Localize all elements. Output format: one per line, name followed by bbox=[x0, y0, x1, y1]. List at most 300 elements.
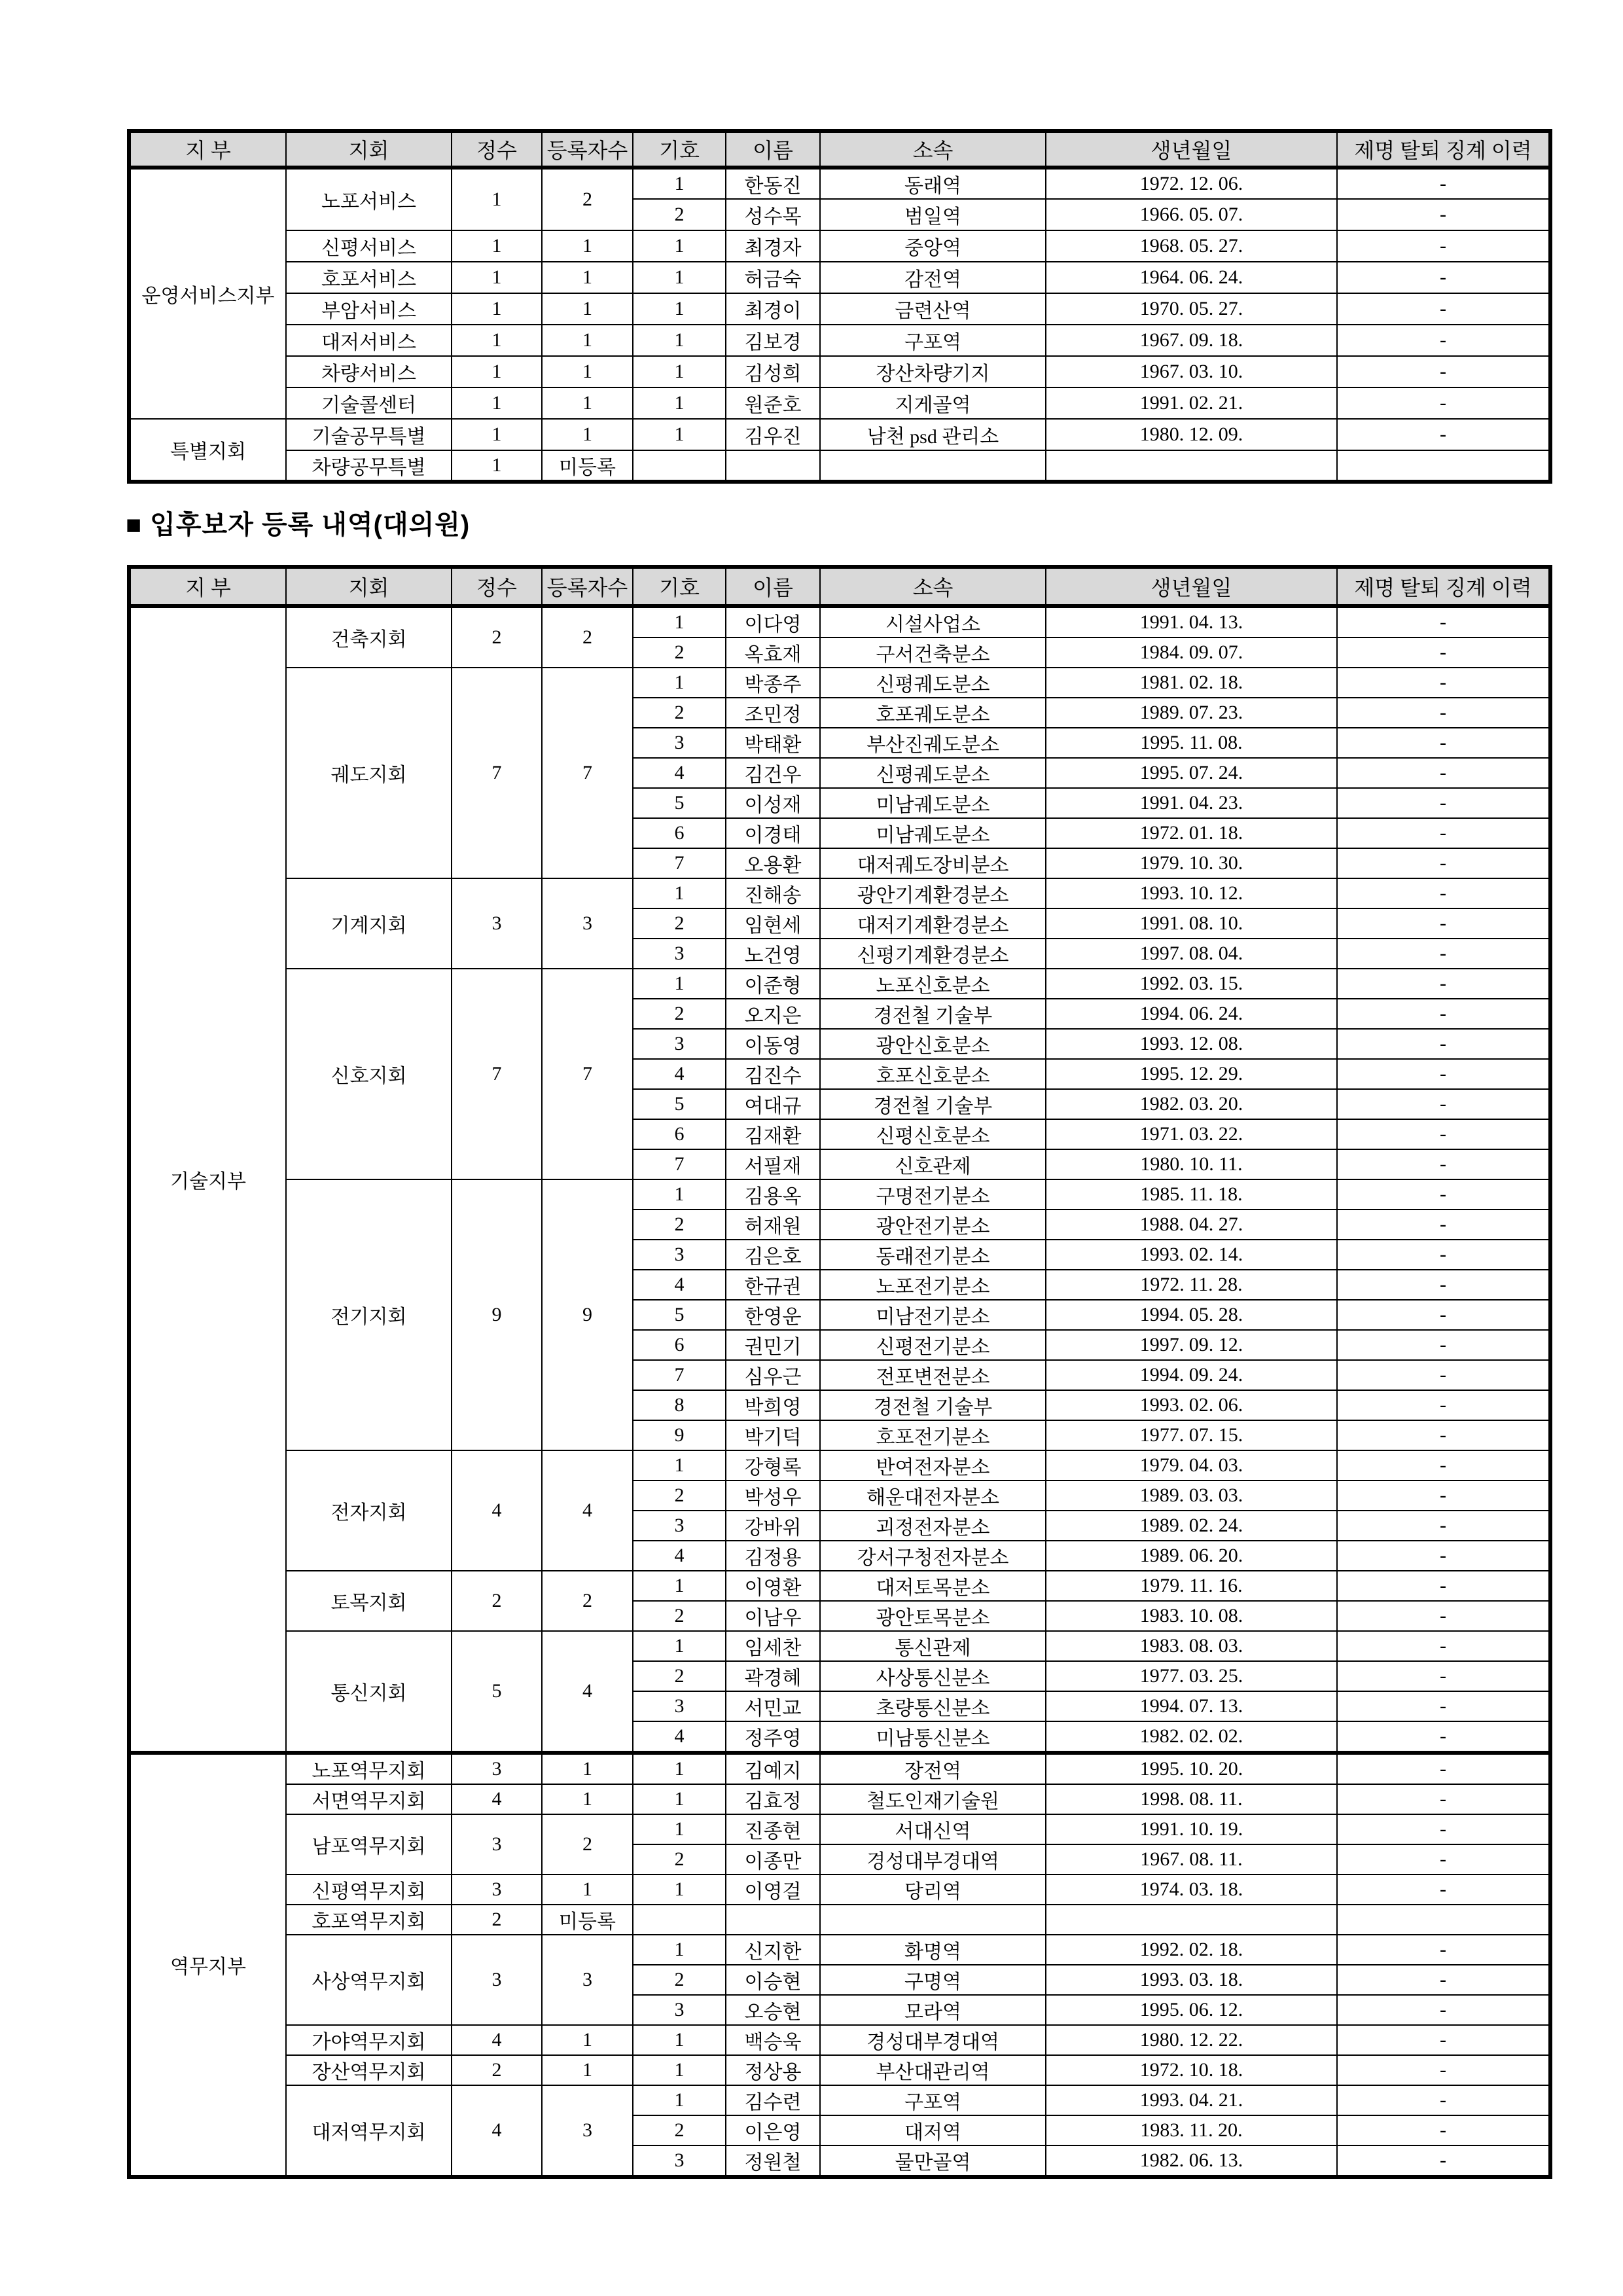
table-row bbox=[129, 1874, 1550, 1905]
cell-quota: 1 bbox=[452, 356, 542, 387]
cell-birth-date: 1993. 10. 12. bbox=[1046, 878, 1337, 908]
cell-affiliation: 반여전자분소 bbox=[820, 1450, 1046, 1480]
cell-disciplinary-history: - bbox=[1337, 387, 1550, 419]
cell-disciplinary-history: - bbox=[1337, 1330, 1550, 1360]
cell-name: 임현세 bbox=[726, 908, 820, 939]
cell-ballot-no: 1 bbox=[633, 2085, 726, 2115]
cell-birth-date: 1981. 02. 18. bbox=[1046, 668, 1337, 698]
cell-quota: 1 bbox=[452, 450, 542, 482]
cell-chapter: 건축지회 bbox=[286, 606, 452, 668]
table-row bbox=[129, 2055, 1550, 2085]
cell-quota: 1 bbox=[452, 293, 542, 325]
cell-affiliation: 동래전기분소 bbox=[820, 1240, 1046, 1270]
cell-affiliation: 미남궤도분소 bbox=[820, 818, 1046, 848]
cell-chapter: 장산역무지회 bbox=[286, 2055, 452, 2085]
cell-birth-date: 1989. 03. 03. bbox=[1046, 1480, 1337, 1511]
cell-name: 최경자 bbox=[726, 230, 820, 262]
cell-affiliation: 감전역 bbox=[820, 262, 1046, 293]
cell-birth-date: 1989. 07. 23. bbox=[1046, 698, 1337, 728]
cell-birth-date: 1991. 04. 23. bbox=[1046, 788, 1337, 818]
cell-registered-count: 1 bbox=[542, 230, 633, 262]
cell-chapter: 신평서비스 bbox=[286, 230, 452, 262]
header-branch: 지 부 bbox=[129, 567, 286, 606]
cell-ballot-no: 1 bbox=[633, 356, 726, 387]
cell-disciplinary-history: - bbox=[1337, 1661, 1550, 1691]
cell-affiliation: 미남전기분소 bbox=[820, 1300, 1046, 1330]
cell-birth-date: 1967. 09. 18. bbox=[1046, 325, 1337, 356]
cell-name: 김진수 bbox=[726, 1059, 820, 1089]
cell-name: 이영환 bbox=[726, 1571, 820, 1601]
cell-name: 김재환 bbox=[726, 1119, 820, 1149]
cell-birth-date: 1966. 05. 07. bbox=[1046, 199, 1337, 230]
cell-birth-date: 1994. 09. 24. bbox=[1046, 1360, 1337, 1390]
table-row bbox=[129, 387, 1550, 419]
header-disciplinary-history: 제명 탈퇴 징계 이력 bbox=[1337, 567, 1550, 606]
cell-name: 김보경 bbox=[726, 325, 820, 356]
cell-disciplinary-history: - bbox=[1337, 668, 1550, 698]
cell-affiliation: 통신관제 bbox=[820, 1631, 1046, 1661]
cell-birth-date: 1993. 03. 18. bbox=[1046, 1965, 1337, 1995]
cell-birth-date: 1998. 08. 11. bbox=[1046, 1784, 1337, 1814]
cell-birth-date: 1991. 02. 21. bbox=[1046, 387, 1337, 419]
cell-quota: 3 bbox=[452, 1874, 542, 1905]
cell-disciplinary-history: - bbox=[1337, 878, 1550, 908]
cell-chapter: 신호지회 bbox=[286, 969, 452, 1179]
cell-ballot-no: 2 bbox=[633, 1661, 726, 1691]
cell-ballot-no: 1 bbox=[633, 878, 726, 908]
cell-affiliation: 광안신호분소 bbox=[820, 1029, 1046, 1059]
cell-name: 김예지 bbox=[726, 1753, 820, 1784]
cell-ballot-no: 1 bbox=[633, 668, 726, 698]
cell-quota: 3 bbox=[452, 1814, 542, 1874]
cell-birth-date: 1970. 05. 27. bbox=[1046, 293, 1337, 325]
header-ballot-no: 기호 bbox=[633, 567, 726, 606]
cell-ballot-no: 1 bbox=[633, 1179, 726, 1210]
cell-ballot-no: 1 bbox=[633, 1874, 726, 1905]
cell-birth-date: 1991. 08. 10. bbox=[1046, 908, 1337, 939]
cell-affiliation: 광안전기분소 bbox=[820, 1210, 1046, 1240]
cell-ballot-no: 4 bbox=[633, 1541, 726, 1571]
cell-birth-date: 1979. 04. 03. bbox=[1046, 1450, 1337, 1480]
cell-disciplinary-history: - bbox=[1337, 1360, 1550, 1390]
cell-registered-count: 7 bbox=[542, 969, 633, 1179]
table-row bbox=[129, 419, 1550, 450]
cell-disciplinary-history: - bbox=[1337, 758, 1550, 788]
cell-birth-date: 1972. 10. 18. bbox=[1046, 2055, 1337, 2085]
cell-birth-date: 1984. 09. 07. bbox=[1046, 637, 1337, 668]
cell-name: 성수목 bbox=[726, 199, 820, 230]
cell-chapter: 노포역무지회 bbox=[286, 1753, 452, 1784]
cell-chapter: 통신지회 bbox=[286, 1631, 452, 1753]
cell-disciplinary-history: - bbox=[1337, 1149, 1550, 1179]
cell-birth-date: 1993. 12. 08. bbox=[1046, 1029, 1337, 1059]
cell-birth-date: 1995. 12. 29. bbox=[1046, 1059, 1337, 1089]
cell-birth-date: 1982. 06. 13. bbox=[1046, 2145, 1337, 2177]
cell-disciplinary-history: - bbox=[1337, 1995, 1550, 2025]
cell-ballot-no: 1 bbox=[633, 2025, 726, 2055]
cell-registered-count: 1 bbox=[542, 387, 633, 419]
registration-table-delegates bbox=[127, 565, 1552, 2179]
cell-affiliation: 경전철 기술부 bbox=[820, 999, 1046, 1029]
cell-name: 권민기 bbox=[726, 1330, 820, 1360]
cell-chapter: 차량공무특별 bbox=[286, 450, 452, 482]
cell-affiliation: 서대신역 bbox=[820, 1814, 1046, 1844]
cell-name: 정상용 bbox=[726, 2055, 820, 2085]
cell-affiliation: 광안토목분소 bbox=[820, 1601, 1046, 1631]
cell-affiliation: 모라역 bbox=[820, 1995, 1046, 2025]
cell-disciplinary-history: - bbox=[1337, 293, 1550, 325]
cell-name: 이영걸 bbox=[726, 1874, 820, 1905]
cell-name: 허금숙 bbox=[726, 262, 820, 293]
table-row bbox=[129, 2025, 1550, 2055]
cell-disciplinary-history: - bbox=[1337, 1511, 1550, 1541]
header-name: 이름 bbox=[726, 567, 820, 606]
cell-birth-date: 1967. 03. 10. bbox=[1046, 356, 1337, 387]
cell-name: 곽경혜 bbox=[726, 1661, 820, 1691]
cell-name: 허재원 bbox=[726, 1210, 820, 1240]
cell-ballot-no: 1 bbox=[633, 293, 726, 325]
cell-affiliation: 물만골역 bbox=[820, 2145, 1046, 2177]
cell-name: 진해송 bbox=[726, 878, 820, 908]
cell-registered-count: 1 bbox=[542, 2055, 633, 2085]
cell-chapter: 남포역무지회 bbox=[286, 1814, 452, 1874]
header-branch: 지 부 bbox=[129, 131, 286, 168]
table-row bbox=[129, 262, 1550, 293]
cell-ballot-no: 2 bbox=[633, 1844, 726, 1874]
cell-disciplinary-history: - bbox=[1337, 1844, 1550, 1874]
cell-ballot-no: 1 bbox=[633, 606, 726, 637]
cell-affiliation: 신평궤도분소 bbox=[820, 668, 1046, 698]
cell-registered-count: 2 bbox=[542, 168, 633, 230]
cell-branch: 특별지회 bbox=[129, 419, 286, 482]
table-row bbox=[129, 1935, 1550, 1965]
cell-registered-count: 2 bbox=[542, 1814, 633, 1874]
header-birth-date: 생년월일 bbox=[1046, 131, 1337, 168]
cell-affiliation: 미남궤도분소 bbox=[820, 788, 1046, 818]
cell-birth-date: 1995. 07. 24. bbox=[1046, 758, 1337, 788]
cell-name: 신지한 bbox=[726, 1935, 820, 1965]
cell-name: 오용환 bbox=[726, 848, 820, 878]
cell-name: 이은영 bbox=[726, 2115, 820, 2145]
cell-quota: 1 bbox=[452, 168, 542, 230]
cell-name: 이남우 bbox=[726, 1601, 820, 1631]
cell-quota: 1 bbox=[452, 419, 542, 450]
cell-quota: 4 bbox=[452, 2085, 542, 2177]
cell-ballot-no: 2 bbox=[633, 1210, 726, 1240]
cell-disciplinary-history: - bbox=[1337, 356, 1550, 387]
table-row bbox=[129, 606, 1550, 637]
cell-ballot-no: 5 bbox=[633, 788, 726, 818]
header-row bbox=[129, 131, 1550, 168]
cell-quota: 3 bbox=[452, 1935, 542, 2025]
section-title: ■ 입후보자 등록 내역(대의원) bbox=[126, 511, 471, 539]
cell-ballot-no: 1 bbox=[633, 1450, 726, 1480]
cell-chapter: 기계지회 bbox=[286, 878, 452, 969]
cell-chapter: 대저역무지회 bbox=[286, 2085, 452, 2177]
cell-birth-date: 1992. 02. 18. bbox=[1046, 1935, 1337, 1965]
cell-disciplinary-history: - bbox=[1337, 1721, 1550, 1753]
cell-disciplinary-history: - bbox=[1337, 1784, 1550, 1814]
cell-birth-date: 1979. 11. 16. bbox=[1046, 1571, 1337, 1601]
cell-chapter: 부암서비스 bbox=[286, 293, 452, 325]
cell-branch: 운영서비스지부 bbox=[129, 168, 286, 419]
cell-ballot-no: 4 bbox=[633, 758, 726, 788]
cell-birth-date: 1994. 05. 28. bbox=[1046, 1300, 1337, 1330]
table-row bbox=[129, 878, 1550, 908]
cell-ballot-no: 1 bbox=[633, 1814, 726, 1844]
cell-disciplinary-history: - bbox=[1337, 199, 1550, 230]
cell-affiliation: 장전역 bbox=[820, 1753, 1046, 1784]
cell-ballot-no bbox=[633, 450, 726, 482]
cell-name: 임세찬 bbox=[726, 1631, 820, 1661]
header-quota: 정수 bbox=[452, 567, 542, 606]
cell-affiliation bbox=[820, 450, 1046, 482]
cell-registered-count: 1 bbox=[542, 325, 633, 356]
cell-name: 이성재 bbox=[726, 788, 820, 818]
cell-chapter: 궤도지회 bbox=[286, 668, 452, 878]
cell-registered-count: 1 bbox=[542, 1874, 633, 1905]
cell-ballot-no: 2 bbox=[633, 1965, 726, 1995]
cell-disciplinary-history: - bbox=[1337, 999, 1550, 1029]
cell-birth-date: 1972. 12. 06. bbox=[1046, 168, 1337, 199]
cell-ballot-no: 3 bbox=[633, 2145, 726, 2177]
cell-birth-date: 1997. 09. 12. bbox=[1046, 1330, 1337, 1360]
cell-disciplinary-history: - bbox=[1337, 168, 1550, 199]
cell-ballot-no bbox=[633, 1905, 726, 1935]
cell-disciplinary-history: - bbox=[1337, 1300, 1550, 1330]
cell-ballot-no: 3 bbox=[633, 1995, 726, 2025]
table-row bbox=[129, 325, 1550, 356]
cell-ballot-no: 2 bbox=[633, 199, 726, 230]
cell-ballot-no: 1 bbox=[633, 262, 726, 293]
cell-birth-date: 1980. 12. 09. bbox=[1046, 419, 1337, 450]
cell-name: 한영운 bbox=[726, 1300, 820, 1330]
cell-birth-date: 1997. 08. 04. bbox=[1046, 939, 1337, 969]
cell-ballot-no: 1 bbox=[633, 419, 726, 450]
cell-name: 이다영 bbox=[726, 606, 820, 637]
cell-ballot-no: 6 bbox=[633, 1330, 726, 1360]
cell-ballot-no: 1 bbox=[633, 325, 726, 356]
cell-name: 최경이 bbox=[726, 293, 820, 325]
cell-disciplinary-history: - bbox=[1337, 1541, 1550, 1571]
cell-name: 김건우 bbox=[726, 758, 820, 788]
cell-affiliation: 구포역 bbox=[820, 2085, 1046, 2115]
cell-chapter: 차량서비스 bbox=[286, 356, 452, 387]
cell-name: 옥효재 bbox=[726, 637, 820, 668]
cell-disciplinary-history: - bbox=[1337, 1210, 1550, 1240]
cell-registered-count: 9 bbox=[542, 1179, 633, 1450]
cell-birth-date bbox=[1046, 450, 1337, 482]
table-row bbox=[129, 1631, 1550, 1661]
cell-disciplinary-history: - bbox=[1337, 230, 1550, 262]
cell-name: 서민교 bbox=[726, 1691, 820, 1721]
cell-disciplinary-history: - bbox=[1337, 2025, 1550, 2055]
cell-name: 김정용 bbox=[726, 1541, 820, 1571]
cell-birth-date: 1983. 08. 03. bbox=[1046, 1631, 1337, 1661]
cell-name: 정주영 bbox=[726, 1721, 820, 1753]
cell-name: 이동영 bbox=[726, 1029, 820, 1059]
cell-ballot-no: 1 bbox=[633, 168, 726, 199]
cell-birth-date: 1968. 05. 27. bbox=[1046, 230, 1337, 262]
cell-disciplinary-history: - bbox=[1337, 1450, 1550, 1480]
cell-affiliation: 범일역 bbox=[820, 199, 1046, 230]
cell-ballot-no: 7 bbox=[633, 1149, 726, 1179]
header-affiliation: 소속 bbox=[820, 567, 1046, 606]
cell-affiliation: 대저역 bbox=[820, 2115, 1046, 2145]
cell-registered-count: 3 bbox=[542, 1935, 633, 2025]
cell-registered-count: 1 bbox=[542, 293, 633, 325]
cell-birth-date: 1977. 03. 25. bbox=[1046, 1661, 1337, 1691]
cell-affiliation: 미남통신분소 bbox=[820, 1721, 1046, 1753]
cell-birth-date: 1995. 11. 08. bbox=[1046, 728, 1337, 758]
cell-quota: 7 bbox=[452, 969, 542, 1179]
cell-quota: 2 bbox=[452, 606, 542, 668]
cell-disciplinary-history: - bbox=[1337, 1270, 1550, 1300]
cell-disciplinary-history: - bbox=[1337, 2115, 1550, 2145]
cell-ballot-no: 1 bbox=[633, 387, 726, 419]
cell-birth-date: 1983. 11. 20. bbox=[1046, 2115, 1337, 2145]
cell-name: 오지은 bbox=[726, 999, 820, 1029]
cell-name: 서필재 bbox=[726, 1149, 820, 1179]
cell-affiliation: 신평신호분소 bbox=[820, 1119, 1046, 1149]
cell-ballot-no: 3 bbox=[633, 939, 726, 969]
header-chapter: 지회 bbox=[286, 567, 452, 606]
cell-affiliation: 광안기계환경분소 bbox=[820, 878, 1046, 908]
cell-birth-date: 1994. 06. 24. bbox=[1046, 999, 1337, 1029]
cell-affiliation: 호포궤도분소 bbox=[820, 698, 1046, 728]
cell-registered-count: 1 bbox=[542, 419, 633, 450]
cell-birth-date: 1993. 02. 14. bbox=[1046, 1240, 1337, 1270]
cell-affiliation: 경전철 기술부 bbox=[820, 1089, 1046, 1119]
cell-affiliation: 강서구청전자분소 bbox=[820, 1541, 1046, 1571]
cell-affiliation: 구서건축분소 bbox=[820, 637, 1046, 668]
cell-quota: 4 bbox=[452, 1784, 542, 1814]
table-row bbox=[129, 1905, 1550, 1935]
cell-ballot-no: 3 bbox=[633, 1029, 726, 1059]
cell-disciplinary-history: - bbox=[1337, 637, 1550, 668]
cell-affiliation: 신평기계환경분소 bbox=[820, 939, 1046, 969]
cell-ballot-no: 2 bbox=[633, 1601, 726, 1631]
cell-affiliation: 괴정전자분소 bbox=[820, 1511, 1046, 1541]
cell-disciplinary-history: - bbox=[1337, 1420, 1550, 1450]
cell-disciplinary-history: - bbox=[1337, 1089, 1550, 1119]
cell-ballot-no: 4 bbox=[633, 1059, 726, 1089]
cell-name: 김효정 bbox=[726, 1784, 820, 1814]
cell-birth-date: 1972. 01. 18. bbox=[1046, 818, 1337, 848]
cell-birth-date: 1989. 02. 24. bbox=[1046, 1511, 1337, 1541]
cell-registered-count: 7 bbox=[542, 668, 633, 878]
cell-quota: 1 bbox=[452, 262, 542, 293]
cell-disciplinary-history: - bbox=[1337, 419, 1550, 450]
cell-disciplinary-history: - bbox=[1337, 908, 1550, 939]
cell-affiliation: 지게골역 bbox=[820, 387, 1046, 419]
cell-birth-date: 1991. 04. 13. bbox=[1046, 606, 1337, 637]
cell-chapter: 호포역무지회 bbox=[286, 1905, 452, 1935]
table-row bbox=[129, 668, 1550, 698]
cell-quota: 1 bbox=[452, 230, 542, 262]
table-row bbox=[129, 168, 1550, 199]
cell-name: 김용옥 bbox=[726, 1179, 820, 1210]
cell-chapter: 기술콜센터 bbox=[286, 387, 452, 419]
cell-birth-date: 1971. 03. 22. bbox=[1046, 1119, 1337, 1149]
cell-registered-count: 1 bbox=[542, 1784, 633, 1814]
cell-chapter: 가야역무지회 bbox=[286, 2025, 452, 2055]
cell-disciplinary-history: - bbox=[1337, 728, 1550, 758]
cell-name: 여대규 bbox=[726, 1089, 820, 1119]
cell-ballot-no: 3 bbox=[633, 728, 726, 758]
cell-affiliation: 경성대부경대역 bbox=[820, 2025, 1046, 2055]
cell-chapter: 전기지회 bbox=[286, 1179, 452, 1450]
cell-affiliation: 철도인재기술원 bbox=[820, 1784, 1046, 1814]
cell-quota: 9 bbox=[452, 1179, 542, 1450]
cell-disciplinary-history: - bbox=[1337, 1631, 1550, 1661]
cell-ballot-no: 6 bbox=[633, 1119, 726, 1149]
cell-affiliation: 남천 psd 관리소 bbox=[820, 419, 1046, 450]
registration-table-services bbox=[127, 129, 1552, 484]
cell-disciplinary-history: - bbox=[1337, 848, 1550, 878]
cell-ballot-no: 6 bbox=[633, 818, 726, 848]
cell-quota: 4 bbox=[452, 1450, 542, 1571]
cell-registered-count: 1 bbox=[542, 2025, 633, 2055]
cell-ballot-no: 2 bbox=[633, 999, 726, 1029]
cell-disciplinary-history: - bbox=[1337, 1935, 1550, 1965]
table-row bbox=[129, 1571, 1550, 1601]
cell-name: 정원철 bbox=[726, 2145, 820, 2177]
cell-name: 노건영 bbox=[726, 939, 820, 969]
cell-affiliation: 노포전기분소 bbox=[820, 1270, 1046, 1300]
cell-name: 한동진 bbox=[726, 168, 820, 199]
cell-registered-count: 미등록 bbox=[542, 450, 633, 482]
cell-disciplinary-history: - bbox=[1337, 1119, 1550, 1149]
cell-ballot-no: 2 bbox=[633, 637, 726, 668]
cell-disciplinary-history: - bbox=[1337, 2145, 1550, 2177]
cell-affiliation: 장산차량기지 bbox=[820, 356, 1046, 387]
table-row bbox=[129, 1450, 1550, 1480]
cell-name: 박태환 bbox=[726, 728, 820, 758]
cell-affiliation: 중앙역 bbox=[820, 230, 1046, 262]
cell-quota: 1 bbox=[452, 387, 542, 419]
cell-name: 박종주 bbox=[726, 668, 820, 698]
cell-disciplinary-history: - bbox=[1337, 939, 1550, 969]
cell-affiliation: 경전철 기술부 bbox=[820, 1390, 1046, 1420]
cell-name: 강형록 bbox=[726, 1450, 820, 1480]
cell-affiliation: 구명전기분소 bbox=[820, 1179, 1046, 1210]
cell-ballot-no: 8 bbox=[633, 1390, 726, 1420]
cell-name: 이종만 bbox=[726, 1844, 820, 1874]
cell-birth-date: 1967. 08. 11. bbox=[1046, 1844, 1337, 1874]
cell-birth-date: 1979. 10. 30. bbox=[1046, 848, 1337, 878]
cell-affiliation: 부산대관리역 bbox=[820, 2055, 1046, 2085]
cell-birth-date: 1985. 11. 18. bbox=[1046, 1179, 1337, 1210]
header-ballot-no: 기호 bbox=[633, 131, 726, 168]
cell-affiliation: 부산진궤도분소 bbox=[820, 728, 1046, 758]
cell-disciplinary-history: - bbox=[1337, 1480, 1550, 1511]
cell-birth-date: 1994. 07. 13. bbox=[1046, 1691, 1337, 1721]
cell-quota: 2 bbox=[452, 1571, 542, 1631]
cell-disciplinary-history: - bbox=[1337, 1965, 1550, 1995]
cell-chapter: 토목지회 bbox=[286, 1571, 452, 1631]
header-row bbox=[129, 567, 1550, 606]
table-row bbox=[129, 1179, 1550, 1210]
cell-affiliation: 신평궤도분소 bbox=[820, 758, 1046, 788]
cell-ballot-no: 1 bbox=[633, 1631, 726, 1661]
cell-disciplinary-history: - bbox=[1337, 325, 1550, 356]
cell-ballot-no: 3 bbox=[633, 1511, 726, 1541]
cell-birth-date: 1982. 03. 20. bbox=[1046, 1089, 1337, 1119]
cell-registered-count: 4 bbox=[542, 1450, 633, 1571]
cell-ballot-no: 1 bbox=[633, 230, 726, 262]
cell-disciplinary-history: - bbox=[1337, 1601, 1550, 1631]
